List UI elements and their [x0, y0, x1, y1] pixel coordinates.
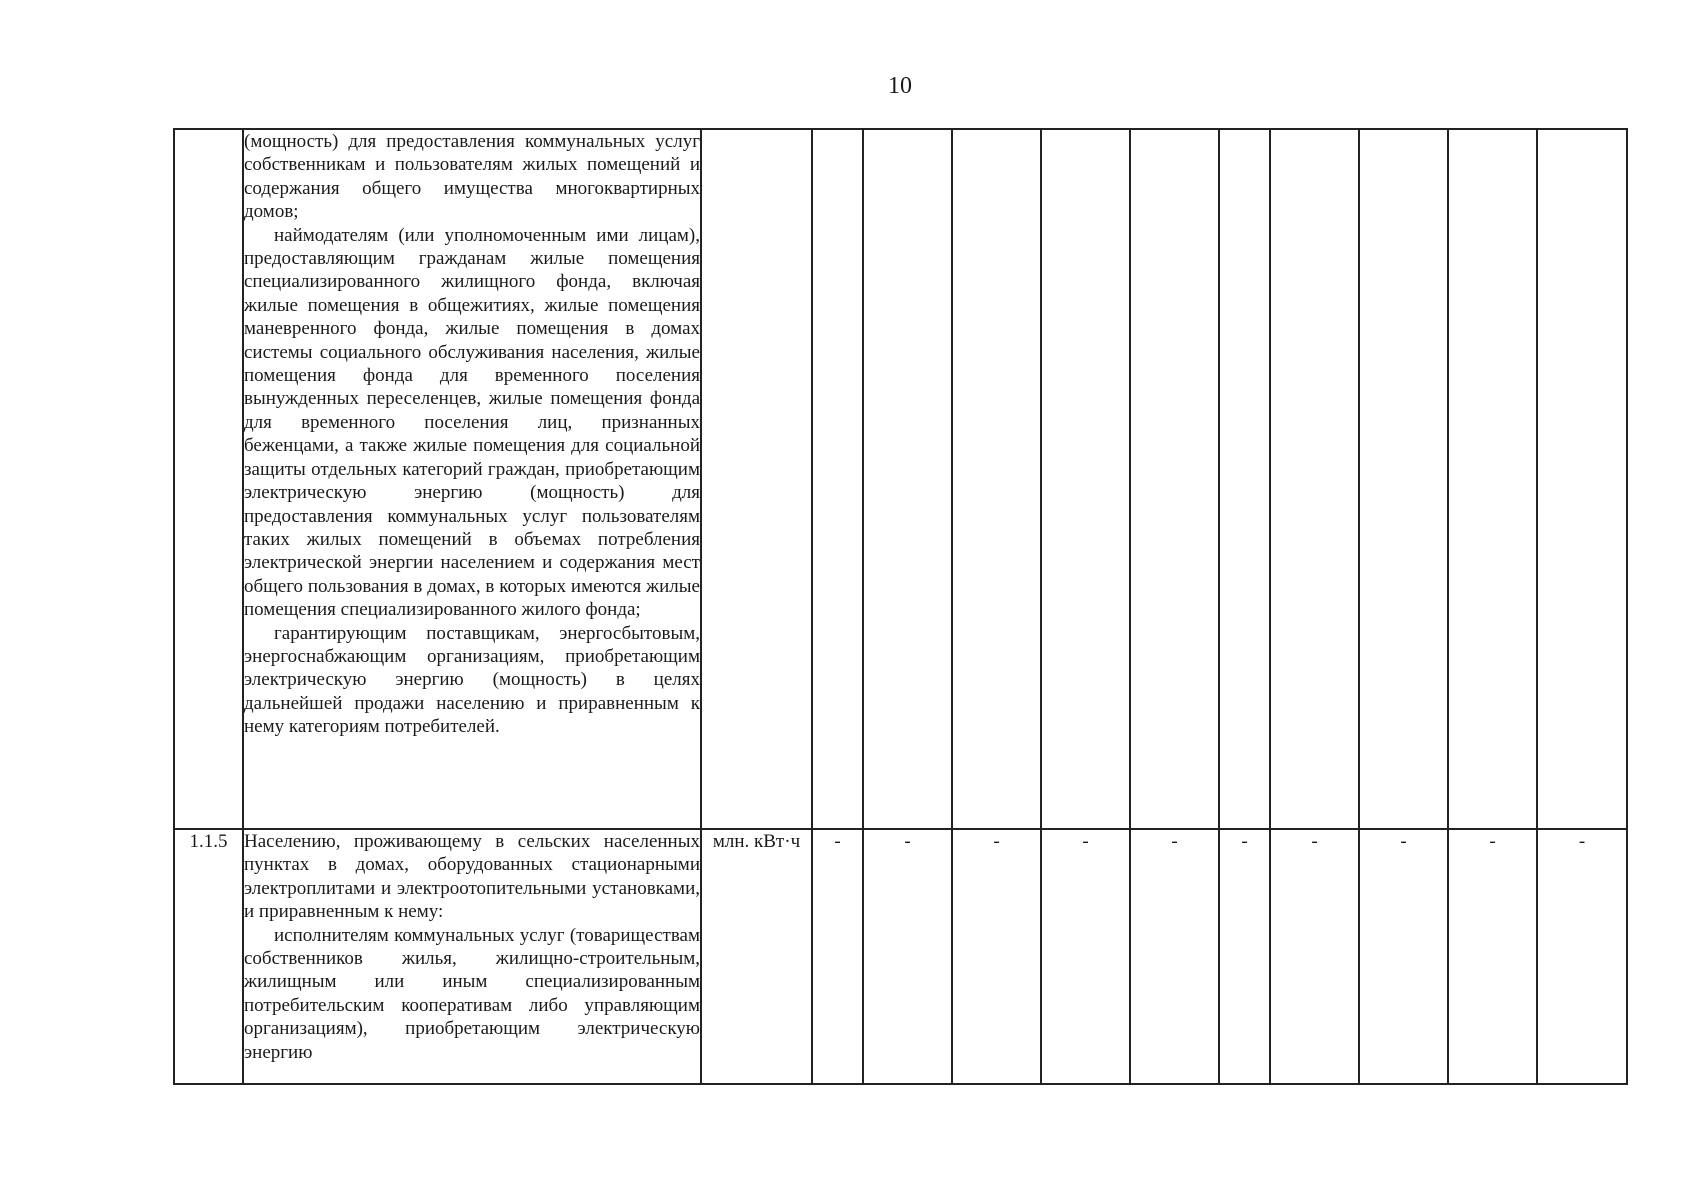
- table-row: [174, 129, 1627, 829]
- value-cell: -: [952, 829, 1041, 1084]
- value-cell: [1448, 129, 1537, 829]
- indicator-table: [173, 128, 1628, 1085]
- row-description: [243, 829, 701, 1084]
- value-cell: [952, 129, 1041, 829]
- value-cell: [1537, 129, 1627, 829]
- description-paragraph: Населению, проживающему в сельских населенных пунктах в домах, оборудованных стационарными электроплитами и электроотопительными установками, и приравненным к нему:: [244, 831, 700, 923]
- row-unit: млн. кВт·ч: [701, 829, 812, 1084]
- value-cell: -: [812, 829, 863, 1084]
- value-cell: -: [1130, 829, 1219, 1084]
- value-cell: -: [1219, 829, 1270, 1084]
- value-cell: [1219, 129, 1270, 829]
- value-cell: -: [1537, 829, 1627, 1084]
- value-cell: [1130, 129, 1219, 829]
- description-paragraph: гарантирующим поставщикам, энергосбытовым, энергоснабжающим организациям, приобретающим электрическую энергию (мощность) в целях дальнейшей продажи населению и приравненным к нему категориям потребителей.: [244, 622, 700, 738]
- value-cell: [1041, 129, 1130, 829]
- value-cell: [863, 129, 952, 829]
- row-number: 1.1.5: [174, 829, 243, 1084]
- value-cell: [1359, 129, 1448, 829]
- value-cell: -: [1041, 829, 1130, 1084]
- description-paragraph: (мощность) для предоставления коммунальных услуг собственникам и пользователям жилых помещений и содержания общего имущества многоквартирных домов;: [244, 131, 700, 223]
- row-unit: [701, 129, 812, 829]
- row-description: [243, 129, 701, 829]
- page-number: 10: [888, 73, 912, 99]
- table-row: [174, 829, 1627, 1084]
- description-paragraph: наймодателям (или уполномоченным ими лицам), предоставляющим гражданам жилые помещения специализированного жилищного фонда, включая жилые помещения в общежитиях, жилые помещения маневренного фонда, жилые помещения в домах системы социального обслуживания населения, жилые помещения фонда для временного поселения вынужденных переселенцев, жилые помещения фонда для временного поселения лиц, признанных беженцами, а также жилые помещения для социальной защиты отдельных категорий граждан, приобретающим электрическую энергию (мощность) для предоставления коммунальных услуг пользователям таких жилых помещений в объемах потребления электрической энергии населением и содержания мест общего пользования в домах, в которых имеются жилые помещения специализированного жилого фонда;: [244, 224, 700, 621]
- description-paragraph: исполнителям коммунальных услуг (товариществам собственников жилья, жилищно-строительным, жилищным или иным специализированным потребительским кооперативам либо управляющим организациям), приобретающим электрическую энергию: [244, 924, 700, 1063]
- value-cell: [812, 129, 863, 829]
- value-cell: -: [1359, 829, 1448, 1084]
- value-cell: -: [1270, 829, 1359, 1084]
- value-cell: [1270, 129, 1359, 829]
- value-cell: -: [863, 829, 952, 1084]
- row-number: [174, 129, 243, 829]
- value-cell: -: [1448, 829, 1537, 1084]
